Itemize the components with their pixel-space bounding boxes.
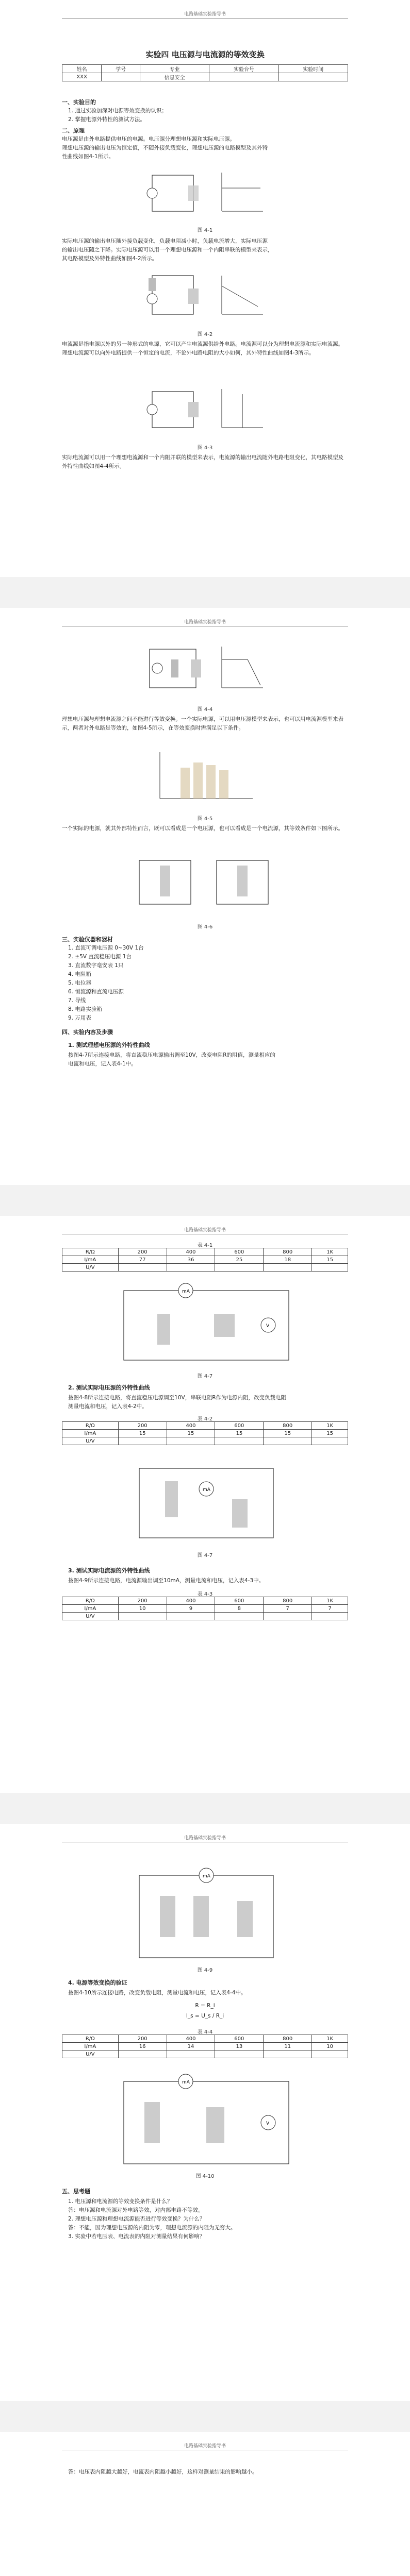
list-item: 3. 直流数字毫安表 1只	[68, 962, 124, 969]
page-title: 实验四 电压源与电流源的等效变换	[145, 50, 265, 59]
page-header: 电路基础实验指导书	[184, 12, 226, 17]
paragraph: 实际电压源的输出电压随外接负载变化，负载电阻减小时，负载电流增大，实际电压源 的输出电压随之下降。实际电压源可以用一个理想电压源和一个内阻串联的模型来表示， 其电路模型及外特性曲线如图4-2所示。	[62, 238, 273, 262]
list-item: 9. 万用表	[68, 1015, 91, 1021]
page-header: 电路基础实验指导书	[184, 1836, 226, 1841]
svg-text:mA: mA	[182, 2080, 190, 2085]
page-5	[0, 2432, 410, 2576]
svg-text:V: V	[266, 2121, 270, 2126]
list-item: 5. 电位器	[68, 980, 91, 986]
figure-4-6-circuit	[129, 850, 284, 917]
figure-caption: 图 4-7	[197, 1553, 213, 1558]
data-table-4-1: R/Ω 200 400 600 800 1K I/mA 77 36 25 18 15 U/V	[62, 1248, 348, 1272]
figure-4-4-circuit	[139, 639, 273, 701]
paragraph: 实际电流源可以用一个理想电流源和一个内阻并联的模型来表示，电流源的输出电流随外电路电阻变化，其电路模型及外特性曲线如图4-4所示。	[62, 454, 343, 469]
data-table-4-2: R/Ω 200 400 600 800 1K I/mA 15 15 15 15 15 U/V	[62, 1421, 348, 1445]
page-header: 电路基础实验指导书	[184, 2444, 226, 2449]
figure-caption: 图 4-10	[195, 2174, 215, 2179]
step-heading: 4. 电源等效变换的验证	[68, 1979, 127, 1986]
list-item: 答：电压源和电流源对外电路等效，对内部电路不等效。	[68, 2207, 204, 2213]
list-item: 1. 电压源和电流源的等效变换条件是什么？	[68, 2198, 173, 2205]
list-item: 1. 通过实验加深对电源等效变换的认识；	[68, 108, 167, 114]
header-rule	[62, 18, 348, 19]
figure-4-7-circuit	[113, 1283, 299, 1368]
table-caption: 表 4-4	[197, 2029, 213, 2035]
table-caption: 表 4-3	[197, 1591, 213, 1597]
info-label: 实验时间	[278, 65, 348, 73]
info-label: 学号	[102, 65, 140, 73]
figure-caption: 图 4-7	[197, 1374, 213, 1379]
table-caption: 表 4-1	[197, 1243, 213, 1248]
paragraph: 按图4-8所示连接电路，将直流稳压电源调至10V，串联电阻R作为电源内阻，改变负载电阻 测量电流和电压，记入表4-2中。	[68, 1395, 286, 1410]
page-gap	[0, 1793, 410, 1824]
questions-list	[68, 2197, 236, 2241]
paragraph: 按图4-7所示连接电路，将直流稳压电源输出调至10V，改变电阻R的阻值，测量相应的 电流和电压，记入表4-1中。	[68, 1052, 275, 1067]
paragraph: 一个实际的电源，就其外部特性而言，既可以看成是一个电压源，也可以看成是一个电流源，其等效条件如下图所示。	[62, 825, 343, 832]
figure-caption: 图 4-2	[197, 332, 213, 337]
figure-caption: 图 4-1	[197, 228, 213, 233]
list-item: 7. 导线	[68, 997, 86, 1004]
step-heading: 2. 测试实际电压源的外特性曲线	[68, 1384, 150, 1391]
svg-text:mA: mA	[203, 1487, 210, 1493]
figure-caption: 图 4-3	[197, 445, 213, 451]
figure-4-10-circuit	[113, 2071, 299, 2169]
page-header: 电路基础实验指导书	[184, 1228, 226, 1233]
figure-caption: 图 4-6	[197, 924, 213, 930]
list-item: 8. 电路实验箱	[68, 1006, 102, 1012]
list-item: 1. 直流可调电压源 0~30V 1台	[68, 945, 144, 951]
table-caption: 表 4-2	[197, 1416, 213, 1422]
step-heading: 3. 测试实际电流源的外特性曲线	[68, 1567, 150, 1574]
page-gap	[0, 2401, 410, 2432]
figure-caption: 图 4-5	[197, 816, 213, 822]
info-value	[278, 73, 348, 81]
list-item: 4. 电阻箱	[68, 971, 91, 977]
info-value: XXX	[62, 73, 102, 81]
page-gap	[0, 577, 410, 608]
figure-4-1-circuit	[139, 165, 273, 222]
list-item: 3. 实验中若电压表、电流表的内阻对测量结果有何影响？	[68, 2233, 205, 2240]
figure-4-5-chart	[150, 747, 263, 809]
figure-caption: 图 4-4	[197, 707, 213, 713]
info-value	[102, 73, 140, 81]
page-header: 电路基础实验指导书	[184, 620, 226, 625]
data-table-4-3: R/Ω 200 400 600 800 1K I/mA 10 9 8 7 7 U/V	[62, 1597, 348, 1620]
section-heading: 五、思考题	[62, 2188, 90, 2195]
figure-4-3-circuit	[139, 381, 273, 438]
formula: R = R_i	[195, 2003, 215, 2009]
list-item: 答：不能，因为理想电压源的内阻为零，理想电流源的内阻为无穷大。	[68, 2225, 236, 2231]
svg-text:V: V	[266, 1324, 270, 1329]
paragraph: 按图4-9所示连接电路，电流源输出调至10mA，测量电流和电压，记入表4-3中。	[68, 1578, 265, 1584]
info-label: 专业	[140, 65, 209, 73]
list-item: 2. 掌握电源外特性的测试方法。	[68, 116, 145, 123]
paragraph: 理想电压源与理想电流源之间不能进行等效变换。一个实际电源，可以用电压源模型来表示，也可以用电流源模型来表示，两者对外电路是等效的，如图4-5所示，在等效变换时需满足以下条件。	[62, 716, 343, 731]
list-item: 2. ±5V 直流稳压电源 1台	[68, 954, 132, 960]
figure-caption: 图 4-9	[197, 1968, 213, 1973]
section-heading: 一、实验目的	[62, 99, 96, 106]
svg-text:mA: mA	[203, 1874, 210, 1879]
figure-4-9-circuit	[129, 1860, 284, 1963]
info-label: 姓名	[62, 65, 102, 73]
section-heading: 二、原理	[62, 127, 85, 134]
section-heading: 四、实验内容及步骤	[62, 1029, 113, 1036]
info-value: 信息安全	[140, 73, 209, 81]
info-label: 实验台号	[209, 65, 278, 73]
formula: I_s = U_s / R_i	[186, 2013, 224, 2019]
data-table-4-4: R/Ω 200 400 600 800 1K I/mA 16 14 13 11 10 U/V	[62, 2035, 348, 2058]
paragraph: 按图4-10所示连接电路，改变负载电阻，测量电流和电压，记入表4-4中。	[68, 1990, 247, 1996]
paragraph: 电流源是指电源以外的另一种形式的电源，它可以产生电流源供给外电路。电流源可以分为理想电流源和实际电流源。理想电流源可以向外电路提供一个恒定的电流，不论外电路电阻的大小如何，其外特性曲线如图4-3所示。	[62, 341, 343, 356]
section-heading: 三、实验仪器和器材	[62, 936, 113, 943]
paragraph: 答：电压表内阻越大越好，电流表内阻越小越好，这样对测量结果的影响越小。	[68, 2469, 258, 2475]
page-gap	[0, 1185, 410, 1216]
equipment-list	[68, 944, 144, 1023]
figure-4-8-circuit	[129, 1458, 284, 1546]
info-table	[62, 64, 348, 81]
list-item: 6. 恒流源和直流电压源	[68, 989, 124, 995]
objectives-list	[68, 107, 167, 124]
figure-4-2-circuit	[139, 268, 273, 325]
paragraph: 电压源是由外电路提供电压的电源。电压源分理想电压源和实际电压源。 理想电压源的输出电压为恒定值，不随外接负载变化，理想电压源的电路模型及其外特 性曲线如图4-1所示。	[62, 136, 268, 160]
svg-text:mA: mA	[182, 1289, 190, 1294]
list-item: 2. 理想电压源和理想电流源能否进行等效变换？为什么？	[68, 2216, 205, 2222]
step-heading: 1. 测试理想电压源的外特性曲线	[68, 1042, 150, 1048]
info-value	[209, 73, 278, 81]
